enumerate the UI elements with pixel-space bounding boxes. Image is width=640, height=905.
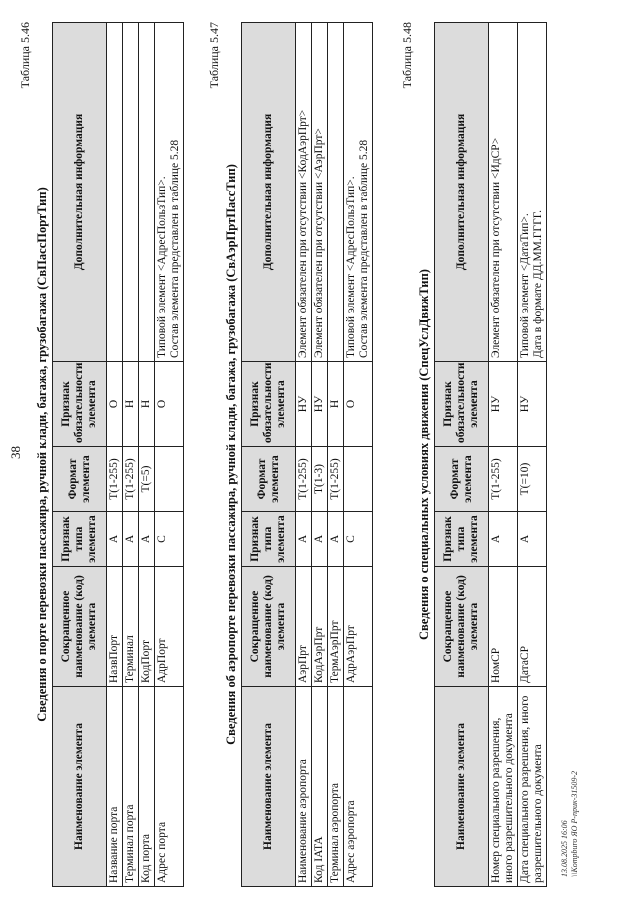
spec-table [52, 22, 184, 887]
cell-short-name: АдрАэрПрт [344, 567, 373, 687]
table-row [107, 23, 123, 887]
spec-table [434, 22, 547, 887]
table-section-5-48 [400, 22, 547, 887]
table-row [489, 23, 518, 887]
cell-type: С [344, 512, 373, 567]
cell-type: А [296, 512, 312, 567]
cell-format: T(1-255) [296, 447, 312, 512]
cell-required: НУ [489, 362, 518, 447]
cell-type: А [518, 512, 547, 567]
stamp-date: 13.08.2025 16:06 [560, 820, 569, 877]
table-caption: Таблица 5.48 [400, 22, 414, 89]
header-required: Признак обязательности элемента [53, 362, 107, 447]
cell-name: Дата специального разрешения, иного разрешительного документа [518, 687, 547, 887]
cell-name: Название порта [107, 687, 123, 887]
header-info: Дополнительная информация [242, 23, 296, 362]
cell-type: А [328, 512, 344, 567]
cell-required: О [107, 362, 123, 447]
stamp-path: \\Kompburo ЯО Р-прик-31509-2 [570, 770, 579, 877]
table-section-5-46 [18, 22, 184, 887]
cell-short-name: НазвПорт [107, 567, 123, 687]
header-name: Наименование элемента [242, 687, 296, 887]
cell-short-name: АэрПрт [296, 567, 312, 687]
print-stamp [560, 771, 580, 877]
header-row [242, 23, 296, 887]
cell-format: T(1-3) [312, 447, 328, 512]
header-info: Дополнительная информация [435, 23, 489, 362]
header-format: Формат элемента [242, 447, 296, 512]
cell-info: Элемент обязателен при отсутствии <КодАэрПрт> [296, 23, 312, 362]
table-title: Сведения о порте перевозки пассажира, ручной клади, багажа, грузобагажа (СвПассПортТип) [35, 187, 49, 722]
cell-format: T(1-255) [328, 447, 344, 512]
cell-format: T(=10) [518, 447, 547, 512]
cell-short-name: КодАэрПрт [312, 567, 328, 687]
cell-name: Терминал порта [123, 687, 139, 887]
table-row [296, 23, 312, 887]
header-row [435, 23, 489, 887]
cell-info: Элемент обязателен при отсутствии <АэрПрт> [312, 23, 328, 362]
table-body [107, 23, 184, 887]
cell-required: Н [328, 362, 344, 447]
cell-type: А [489, 512, 518, 567]
cell-name: Код IATA [312, 687, 328, 887]
cell-info: Типовой элемент <АдресПользТип>. Состав элемента представлен в таблице 5.28 [155, 23, 184, 362]
cell-type: С [155, 512, 184, 567]
cell-type: А [312, 512, 328, 567]
table-caption: Таблица 5.46 [18, 22, 32, 89]
header-row [53, 23, 107, 887]
cell-required: Н [123, 362, 139, 447]
table-row [312, 23, 328, 887]
cell-format: T(1-255) [107, 447, 123, 512]
table-title: Сведения о специальных условиях движения (СпецУслДвижТип) [417, 269, 431, 640]
cell-name: Адрес аэропорта [344, 687, 373, 887]
table-row [328, 23, 344, 887]
cell-info [107, 23, 123, 362]
header-short: Сокращенное наименование (код) элемента [242, 567, 296, 687]
cell-short-name: КодПорт [139, 567, 155, 687]
table-caption: Таблица 5.47 [207, 22, 221, 89]
cell-required: О [155, 362, 184, 447]
header-type: Признак типа элемента [435, 512, 489, 567]
cell-type: А [139, 512, 155, 567]
header-info: Дополнительная информация [53, 23, 107, 362]
cell-short-name: ДатаСР [518, 567, 547, 687]
cell-short-name: АдрПорт [155, 567, 184, 687]
header-format: Формат элемента [53, 447, 107, 512]
header-short: Сокращенное наименование (код) элемента [435, 567, 489, 687]
header-short: Сокращенное наименование (код) элемента [53, 567, 107, 687]
cell-info [328, 23, 344, 362]
cell-required: НУ [296, 362, 312, 447]
table-row [123, 23, 139, 887]
table-section-5-47 [207, 22, 373, 887]
cell-short-name: НомСР [489, 567, 518, 687]
table-row [344, 23, 373, 887]
cell-name: Код порта [139, 687, 155, 887]
cell-required: О [344, 362, 373, 447]
cell-info: Типовой элемент <АдресПользТип>. Состав элемента представлен в таблице 5.28 [344, 23, 373, 362]
table-body [489, 23, 547, 887]
header-name: Наименование элемента [53, 687, 107, 887]
cell-name: Наименование аэропорта [296, 687, 312, 887]
cell-info [139, 23, 155, 362]
cell-short-name: Терминал [123, 567, 139, 687]
table-body [296, 23, 373, 887]
cell-info [123, 23, 139, 362]
cell-format: T(1-255) [123, 447, 139, 512]
table-row [155, 23, 184, 887]
cell-type: А [107, 512, 123, 567]
cell-required: Н [139, 362, 155, 447]
cell-type: А [123, 512, 139, 567]
header-required: Признак обязательности элемента [435, 362, 489, 447]
cell-name: Адрес порта [155, 687, 184, 887]
cell-info: Типовой элемент <ДатаТип>. Дата в формате ДД.ММ.ГГГГ. [518, 23, 547, 362]
cell-format [344, 447, 373, 512]
header-format: Формат элемента [435, 447, 489, 512]
table-row [518, 23, 547, 887]
header-required: Признак обязательности элемента [242, 362, 296, 447]
cell-required: НУ [518, 362, 547, 447]
cell-name: Терминал аэропорта [328, 687, 344, 887]
cell-short-name: ТермАэрПрт [328, 567, 344, 687]
header-type: Признак типа элемента [242, 512, 296, 567]
cell-required: НУ [312, 362, 328, 447]
header-type: Признак типа элемента [53, 512, 107, 567]
cell-format [155, 447, 184, 512]
header-name: Наименование элемента [435, 687, 489, 887]
cell-name: Номер специального разрешения, иного разрешительного документа [489, 687, 518, 887]
page-number: 38 [8, 446, 23, 459]
cell-info: Элемент обязателен при отсутствии <ИдСР> [489, 23, 518, 362]
cell-format: T(1-255) [489, 447, 518, 512]
spec-table [241, 22, 373, 887]
table-row [139, 23, 155, 887]
cell-format: T(=5) [139, 447, 155, 512]
table-title: Сведения об аэропорте перевозки пассажира, ручной клади, багажа, грузобагажа (СвАэрПртПассТип) [224, 164, 238, 745]
